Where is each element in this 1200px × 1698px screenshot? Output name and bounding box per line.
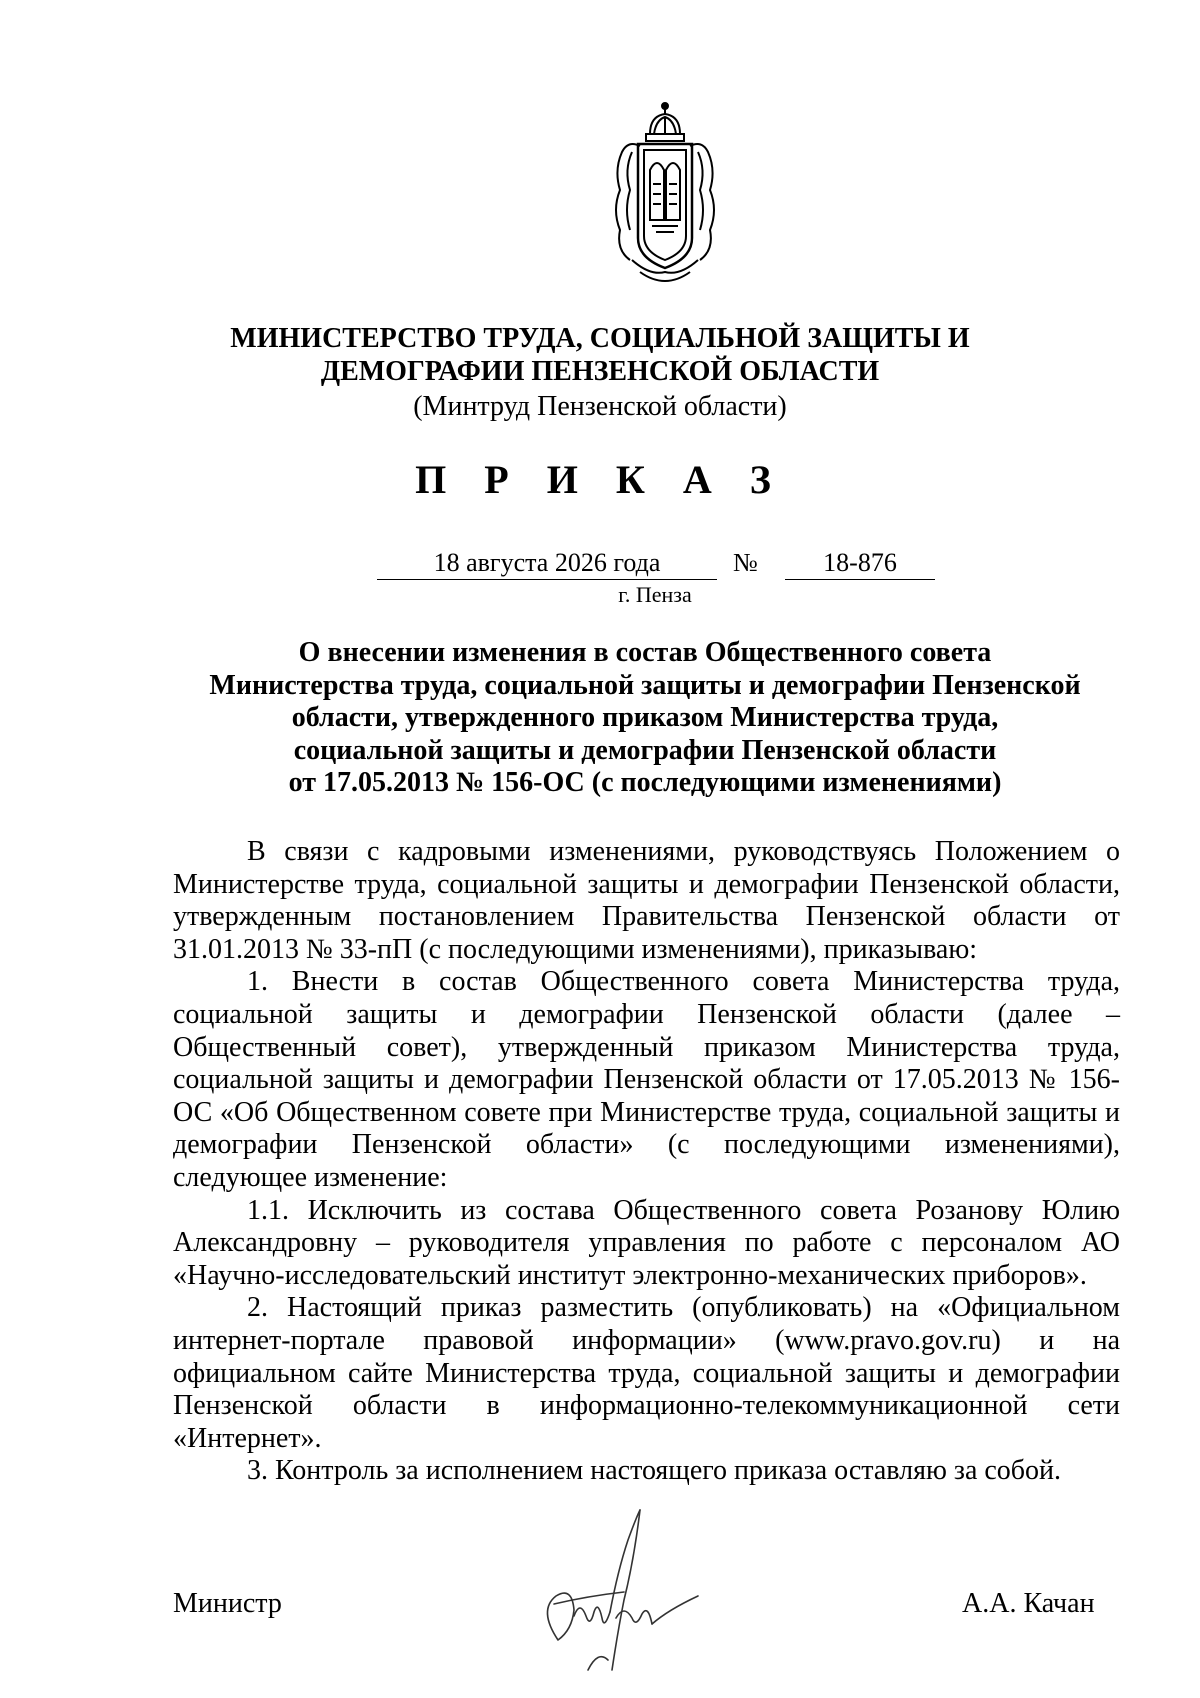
- subject-line: О внесении изменения в состав Общественного совета: [298, 637, 992, 668]
- number-label: №: [733, 548, 758, 577]
- subject-line: Министерства труда, социальной защиты и демографии Пензенской: [209, 669, 1081, 701]
- subject-line: социальной защиты и демографии Пензенской области: [293, 734, 997, 766]
- document-number: 18-876: [785, 548, 935, 580]
- document-body: [173, 836, 1120, 1488]
- coat-of-arms-icon: [610, 100, 720, 288]
- preamble-paragraph: В связи с кадровыми изменениями, руководствуясь Положением о Министерстве труда, социальной защиты и демографии Пензенской области, утвержденным постановлением Правительства Пензенской области от 31.01.2013 № 33-пП (с последующими изменениями), приказываю:: [173, 836, 1120, 965]
- subject-line: области, утвержденного приказом Министерства труда,: [291, 702, 999, 734]
- handwritten-signature-icon: [528, 1500, 728, 1690]
- item-3-paragraph: 3. Контроль за исполнением настоящего приказа оставляю за собой.: [247, 1455, 1062, 1487]
- document-city: г. Пенза: [618, 582, 692, 607]
- subject-line: от 17.05.2013 № 156-ОС (с последующими изменениями): [288, 767, 1002, 799]
- item-1-paragraph: 1. Внести в состав Общественного совета Министерства труда, социальной защиты и демографии Пензенской области (далее – Общественный совет), утвержденный приказом Министерства труда, социальной защиты и демографии Пензенской области от 17.05.2013 № 156-ОС «Об Общественном совете при Министерстве труда, социальной защиты и демографии Пензенской области» (с последующими изменениями), следующее изменение:: [173, 966, 1120, 1193]
- organization-short-name: (Минтруд Пензенской области): [413, 391, 787, 422]
- document-subject: [160, 637, 1130, 800]
- item-1-1-paragraph: 1.1. Исключить из состава Общественного совета Розанову Юлию Александровну – руководителя управления по работе с персоналом АО «Научно-исследовательский институт электронно-механических приборов».: [173, 1194, 1120, 1291]
- item-2-paragraph: 2. Настоящий приказ разместить (опубликовать) на «Официальном интернет-портале правовой информации» (www.pravo.gov.ru) и на официальном сайте Министерства труда, социальной защиты и демографии Пензенской области в информационно-телекоммуникационной сети «Интернет».: [173, 1292, 1120, 1454]
- document-type-title: П Р И К А З: [415, 457, 785, 502]
- organization-name-line2: ДЕМОГРАФИИ ПЕНЗЕНСКОЙ ОБЛАСТИ: [320, 356, 880, 387]
- signatory-role: Министр: [173, 1588, 282, 1619]
- organization-name-line1: МИНИСТЕРСТВО ТРУДА, СОЦИАЛЬНОЙ ЗАЩИТЫ И: [230, 323, 970, 354]
- document-date: 18 августа 2026 года: [377, 548, 717, 580]
- signatory-name: А.А. Качан: [962, 1588, 1095, 1619]
